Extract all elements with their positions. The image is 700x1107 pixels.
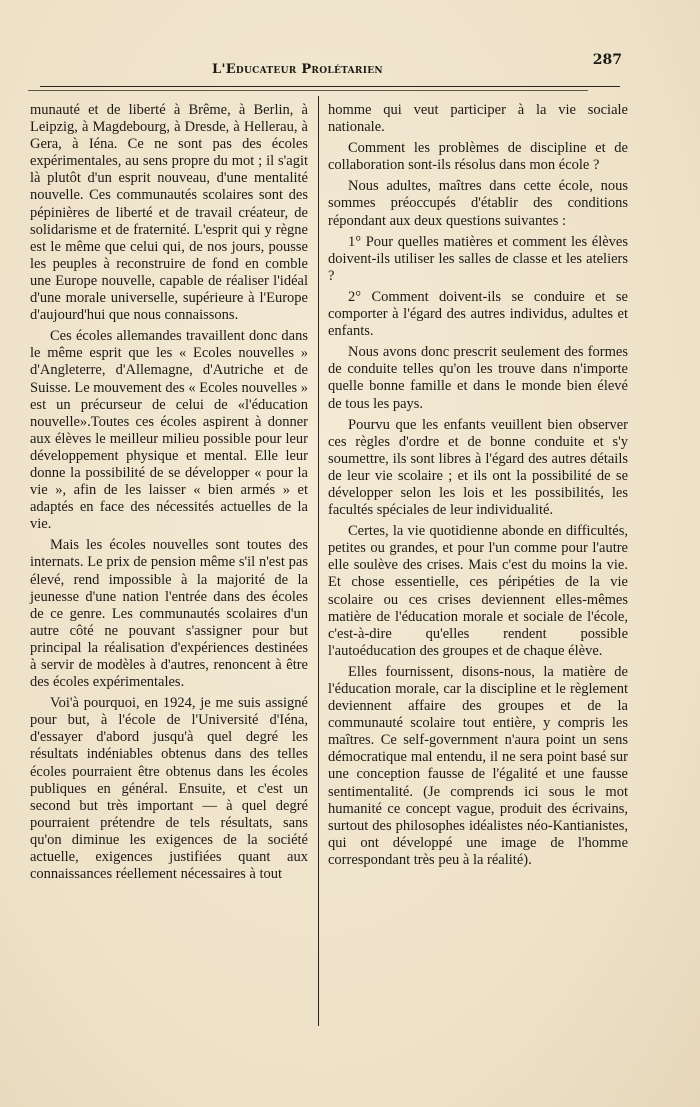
column-divider	[318, 96, 319, 1026]
question-item: 1° Pour quelles matières et comment les élèves doivent-ils utiliser les salles de classe et les ateliers ?	[328, 233, 628, 284]
paragraph: Nous avons donc prescrit seulement des formes de conduite telles qu'on les trouve dans n'importe quelle bonne famille et dans le monde bien élevé de tous les pays.	[328, 344, 628, 412]
paragraph: Certes, la vie quotidienne abonde en difficultés, petites ou grandes, et pour l'un comme pour l'autre elle soulève des crises. Mais c'est du moins la vie. Et chose essentielle, ces péripéties de la vie scolaire ou ces crises deviennent elles-mêmes matière de l'éducation morale et sociale de l'école, c'est-à-dire qu'elles rendent possible l'autoéducation des groupes et de chaque élève.	[328, 523, 628, 659]
header-rule	[40, 86, 620, 87]
question-item: 2° Comment doivent-ils se conduire et se comporter à l'égard des autres individus, adultes et enfants.	[328, 288, 628, 340]
running-title: L'Educateur Prolétarien	[212, 62, 383, 77]
page-header	[180, 52, 630, 78]
paragraph: Elles fournissent, disons-nous, la matière de l'éducation morale, car la discipline et le règlement deviennent affaire des groupes et de la communauté scolaire tout entière, y compris les maîtres. Ce self-government n'aura point un sens démocratique mal entendu, il ne sera point basé sur une conception fausse de l'égalité et une fausse sentimentalité. (Je comprends ici sous le mot humanité ce concept vague, produit des écrivains, surtout des philosophes idéalistes néo-Kantianistes, qui ont développé une image de l'homme correspondant très peu à la réalité).	[328, 663, 628, 868]
left-column	[30, 102, 308, 887]
paragraph: Comment les problèmes de discipline et de collaboration sont-ils résolus dans mon école ?	[328, 140, 628, 174]
page-number: 287	[592, 52, 622, 68]
paragraph: Nous adultes, maîtres dans cette école, nous sommes préoccupés d'établir des conditions répondant aux deux questions suivantes :	[328, 178, 628, 229]
header-rule-lower	[28, 90, 588, 91]
paragraph: homme qui veut participer à la vie sociale nationale.	[328, 102, 628, 136]
paragraph: Pourvu que les enfants veuillent bien observer ces règles d'ordre et de bonne conduite et s'y soumettre, ils sont libres à l'égard des autres détails de leur vie scolaire ; et ils ont la possibilité de se développer selon les lois et les possibilités, les facultés spéciales de leur individualité.	[328, 416, 628, 519]
right-column	[328, 102, 628, 873]
paragraph: Voi'à pourquoi, en 1924, je me suis assigné pour but, à l'école de l'Université d'Iéna, d'essayer d'abord jusqu'à quel degré les résultats indéniables obtenus dans des telles écoles pourraient être obtenus dans les écoles publiques en général. Ensuite, et c'est un second but très important — à quel degré pourraient prétendre de tels résultats, sans qu'on diminue les exigences de la société actuelle, exigences justifiées quant aux connaissances réellement nécessaires à tout	[30, 695, 308, 883]
paragraph: Mais les écoles nouvelles sont toutes des internats. Le prix de pension même s'il n'est pas élevé, rend impossible à la majorité de la jeunesse d'une nation l'entrée dans des écoles de ce genre. Les communautés scolaires d'un autre côté ne pouvant s'assigner pour but principal la réalisation d'expériences destinées à servir de modèles à d'autres, renoncent à être des écoles expérimentales.	[30, 537, 308, 691]
paragraph: munauté et de liberté à Brême, à Berlin, à Leipzig, à Magdebourg, à Dresde, à Hellerau, à Gera, à Iéna. Ce ne sont pas des écoles expérimentales, au sens propre du mot ; il s'agit là plutôt d'un esprit nouveau, d'une mentalité nouvelle. Ces communautés scolaires sont des pépinières de liberté et de travail créateur, de solidarisme et de fraternité. L'esprit qui y règne est le même que celui qui, de nos jours, pousse les peuples à reconstruire de fond en comble une Europe nouvelle, capable de réaliser l'idéal d'une morale universelle, supérieure à l'Europe d'aujourd'hui que nous connaissons.	[30, 102, 308, 324]
paragraph: Ces écoles allemandes travaillent donc dans le même esprit que les « Ecoles nouvelles » d'Angleterre, d'Allemagne, d'Autriche et de Suisse. Le mouvement des « Ecoles nouvelles » est un précurseur de celui de «l'éducation nouvelle».Toutes ces écoles aspirent à donner aux élèves le meilleur milieu possible pour leur développement physique et mental. Elle leur donne la possibilité de se développer « pour la vie », afin de les laisser « bien armés » et adaptés en face des nécessités actuelles de la vie.	[30, 328, 308, 533]
